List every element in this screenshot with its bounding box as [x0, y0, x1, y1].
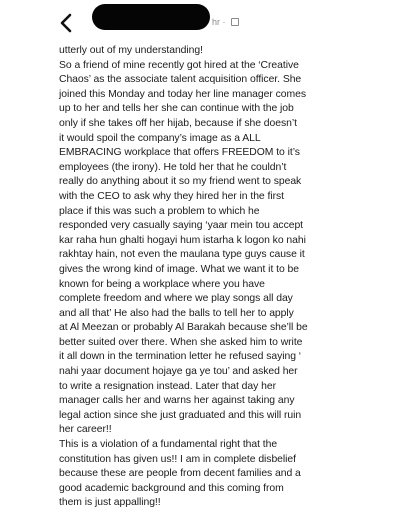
post-paragraph: utterly out of my understanding! — [59, 45, 203, 56]
post-text — [59, 44, 349, 511]
back-button[interactable] — [58, 12, 78, 36]
chevron-left-icon — [58, 12, 74, 34]
post-header — [0, 0, 400, 46]
post-timestamp — [212, 17, 239, 27]
post-paragraph: So a friend of mine recently got hired at the ‘Creative Chaos’ as the associate talent acquisition officer. She joined this Monday and today her line manager comes up to her and tells her she can continue with the job only if she takes off her hijab, because if she doesn’t it would spoil the company’s image as a ALL EMBRACING workplace that offers FREEDOM to it’s employees (the irony). He told her that he couldn’t really do anything about it so my friend went to speak with the CEO to ask why they hired her in the first place if this was such a problem to which he responded very casually saying ‘yaar mein tou accept kar raha hun ghalti hogayi hum istarha k logon ko nahi rakhtay hain, not even the maulana type guys cause it gives the wrong kind of image. What we want it to be known for being a workplace where you have complete freedom and where we play songs all day and all that’ He also had the balls to tell her to apply at Al Meezan or probably Al Barakah because she’ll be better suited over there. When she asked him to write it all down in the termination letter he refused saying ‘ nahi yaar document hojaye ga ye tou’ and asked her to write a resignation instead. Later that day her manager calls her and warns her against taking any legal action since she just graduated and this will ruin her career!! — [59, 59, 308, 436]
timestamp-text: hr · — [212, 17, 229, 27]
audience-icon — [231, 18, 239, 26]
post-paragraph: This is a violation of a fundamental right that the constitution has given us!! I am in complete disbelief because these are people from decent families and a good academic background and this coming from them is just appalling!! — [59, 439, 301, 509]
redacted-author-name — [92, 4, 210, 30]
